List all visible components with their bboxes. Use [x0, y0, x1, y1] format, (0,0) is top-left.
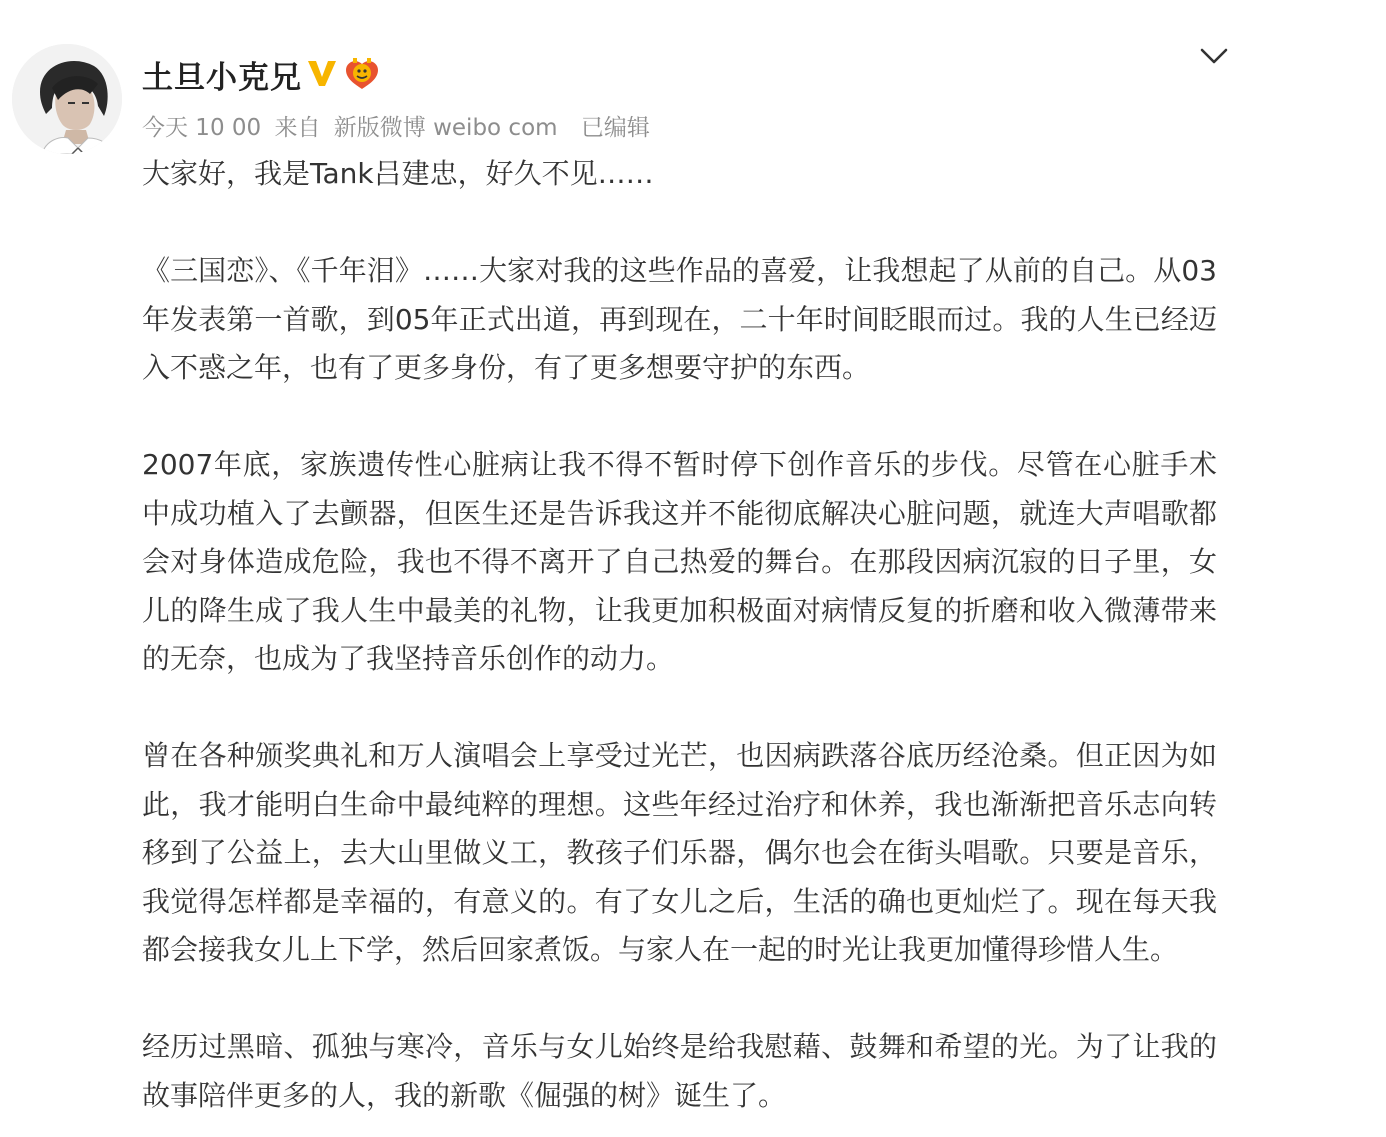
post-paragraph: 《三国恋》、《千年泪》……大家对我的这些作品的喜爱，让我想起了从前的自己。从03年发表第一首歌，到05年正式出道，再到现在，二十年时间眨眼而过。我的人生已经迈入不惑之年，也有了更多身份，有了更多想要守护的东西。	[142, 254, 1217, 384]
chevron-down-icon[interactable]	[1194, 38, 1234, 74]
post-time[interactable]: 今天 10 00	[142, 115, 262, 141]
post-content	[142, 150, 1217, 1137]
post-paragraph: 大家好，我是Tank吕建忠，好久不见……	[142, 157, 654, 190]
avatar-photo	[12, 44, 122, 154]
verified-v-icon	[306, 58, 338, 88]
post-paragraph: 经历过黑暗、孤独与寒冷，音乐与女儿始终是给我慰藉、鼓舞和希望的光。为了让我的故事陪伴更多的人，我的新歌《倔强的树》诞生了。	[142, 1030, 1217, 1112]
post-paragraph: 曾在各种颁奖典礼和万人演唱会上享受过光芒，也因病跌落谷底历经沧桑。但正因为如此，我才能明白生命中最纯粹的理想。这些年经过治疗和休养，我也渐渐把音乐志向转移到了公益上，去大山里做义工，教孩子们乐器，偶尔也会在街头唱歌。只要是音乐，我觉得怎样都是幸福的，有意义的。有了女儿之后，生活的确也更灿烂了。现在每天我都会接我女儿上下学，然后回家煮饭。与家人在一起的时光让我更加懂得珍惜人生。	[142, 739, 1217, 966]
fan-badge-icon[interactable]	[342, 56, 382, 92]
edited-label[interactable]: 已编辑	[580, 115, 650, 141]
post-paragraph: 2007年底，家族遗传性心脏病让我不得不暂时停下创作音乐的步伐。尽管在心脏手术中成功植入了去颤器，但医生还是告诉我这并不能彻底解决心脏问题，就连大声唱歌都会对身体造成危险，我也不得不离开了自己热爱的舞台。在那段因病沉寂的日子里，女儿的降生成了我人生中最美的礼物，让我更加积极面对病情反复的折磨和收入微薄带来的无奈，也成为了我坚持音乐创作的动力。	[142, 448, 1217, 675]
username[interactable]: 土旦小克兄	[142, 60, 302, 96]
post-source[interactable]: 新版微博 weibo com	[333, 115, 558, 141]
source-prefix: 来自	[274, 115, 321, 141]
user-avatar[interactable]	[12, 44, 122, 154]
post-meta	[142, 109, 656, 142]
